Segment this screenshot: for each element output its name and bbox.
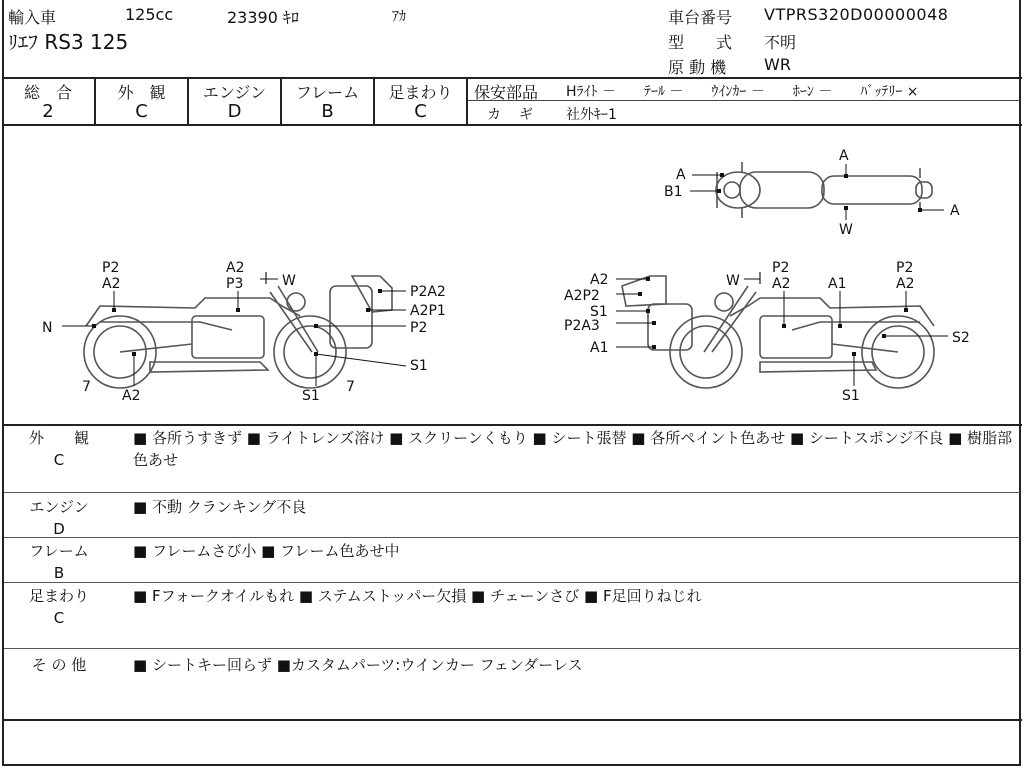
right-label-s2: S2 [952,330,970,346]
engine-section-label [0,496,118,540]
safety-items: Hﾗｲﾄ － ﾃｰﾙ － ｳｲﾝｶｰ － ﾎｰﾝ － ﾊﾞｯﾃﾘｰ × [566,84,919,100]
divider [2,77,1022,79]
right-label-a2-tank: A2 [772,276,791,292]
left-label-a2-tank: A2 [226,260,245,276]
grade-exterior-value: C [135,101,148,122]
exterior-label: 外 観 [28,429,89,447]
top-label-a-top: A [839,148,849,164]
left-label-a2-rear: A2 [102,276,121,292]
color: ｱｶ [392,9,406,25]
frame-no: VTPRS320D00000048 [764,5,949,24]
left-label-p3: P3 [226,276,244,292]
safety-label: 保安部品 [474,83,539,102]
frame-label: フレーム [29,542,89,560]
right-label-a2-rear: A2 [896,276,915,292]
suspension-grade: C [53,609,65,627]
divider [2,719,1022,721]
displacement: 125cc [125,5,174,24]
exterior-section-label [0,427,118,471]
model-name: ﾘｴﾌ RS3 125 [8,30,129,54]
grade-overall-value: 2 [42,101,54,122]
other-section-label [0,654,118,676]
divider [4,582,1020,583]
left-label-p2-front: P2 [410,320,428,336]
left-label-s1-front: S1 [410,358,428,374]
divider [4,492,1020,493]
left-label-s1-bottom: S1 [302,388,320,404]
grade-suspension-label: 足まわり [388,83,453,102]
right-label-s1-cowl: S1 [590,304,608,320]
frame-grade: B [53,564,65,582]
right-label-p2-tank: P2 [772,260,790,276]
model-value: 不明 [764,33,797,52]
left-label-p2a2: P2A2 [410,284,446,300]
divider [4,537,1020,538]
right-label-p2a3: P2A3 [564,318,600,334]
left-label-n: N [42,320,53,336]
frame-no-label: 車台番号 [668,8,733,27]
mileage: 23390 ｷﾛ [227,8,299,27]
vehicle-type: 輸入車 [8,8,57,27]
divider [2,424,1022,426]
top-label-a-front: A [676,167,686,183]
top-label-a-rear: A [950,203,960,219]
suspension-label: 足まわり [28,587,89,605]
right-label-a2-screen: A2 [590,272,609,288]
engine-notes: ■ 不動 クランキング不良 [133,498,307,516]
suspension-notes: ■ Fフォークオイルもれ ■ ステムストッパー欠損 ■ チェーンさび ■ F足回りねじれ [133,587,702,605]
right-label-a2p2: A2P2 [564,288,600,304]
grade-frame-value: B [321,101,334,122]
engine-grade: D [53,520,65,538]
left-label-7-rear: 7 [82,379,91,395]
left-label-p2-rear: P2 [102,260,120,276]
top-view-silhouette [716,162,932,218]
exterior-grade: C [53,451,65,469]
damage-diagram [0,126,1024,424]
divider [4,648,1020,649]
grade-exterior-label: 外 観 [117,83,166,102]
key-label: カ ギ [487,107,535,123]
engine-label: エンジン [29,498,89,516]
engine-value: WR [764,55,791,74]
left-label-a2p1: A2P1 [410,303,446,319]
right-label-w: W [726,273,740,289]
other-notes: ■ シートキー回らず ■カスタムパーツ:ウインカー フェンダーレス [133,656,583,674]
top-label-w: W [839,222,853,238]
other-label: そ の 他 [31,656,87,674]
divider [466,77,468,125]
right-label-p2-rear: P2 [896,260,914,276]
frame-notes: ■ フレームさび小 ■ フレーム色あせ中 [133,542,400,560]
grade-engine-value: D [227,101,242,122]
frame-section-label [0,540,118,584]
right-label-a1-seat: A1 [828,276,847,292]
grade-engine-label: エンジン [202,83,267,102]
suspension-section-label [0,585,118,629]
grade-overall-label: 総 合 [23,83,72,102]
left-label-7-front: 7 [346,379,355,395]
key-value: 社外ｷｰ1 [566,107,617,123]
left-label-w: W [282,273,296,289]
grade-frame-label: フレーム [295,83,360,102]
grade-suspension-value: C [414,101,427,122]
model-label: 型 式 [668,33,733,52]
left-label-a2-bottom: A2 [122,388,141,404]
engine-label: 原 動 機 [668,58,727,77]
right-label-a1-cowl: A1 [590,340,609,356]
top-label-b1: B1 [664,184,683,200]
exterior-notes: ■ 各所うすきず ■ ライトレンズ溶け ■ スクリーンくもり ■ シート張替 ■ 各所ペイント色あせ ■ シートスポンジ不良 ■ 樹脂部色あせ [133,429,1013,469]
right-label-s1-bottom: S1 [842,388,860,404]
